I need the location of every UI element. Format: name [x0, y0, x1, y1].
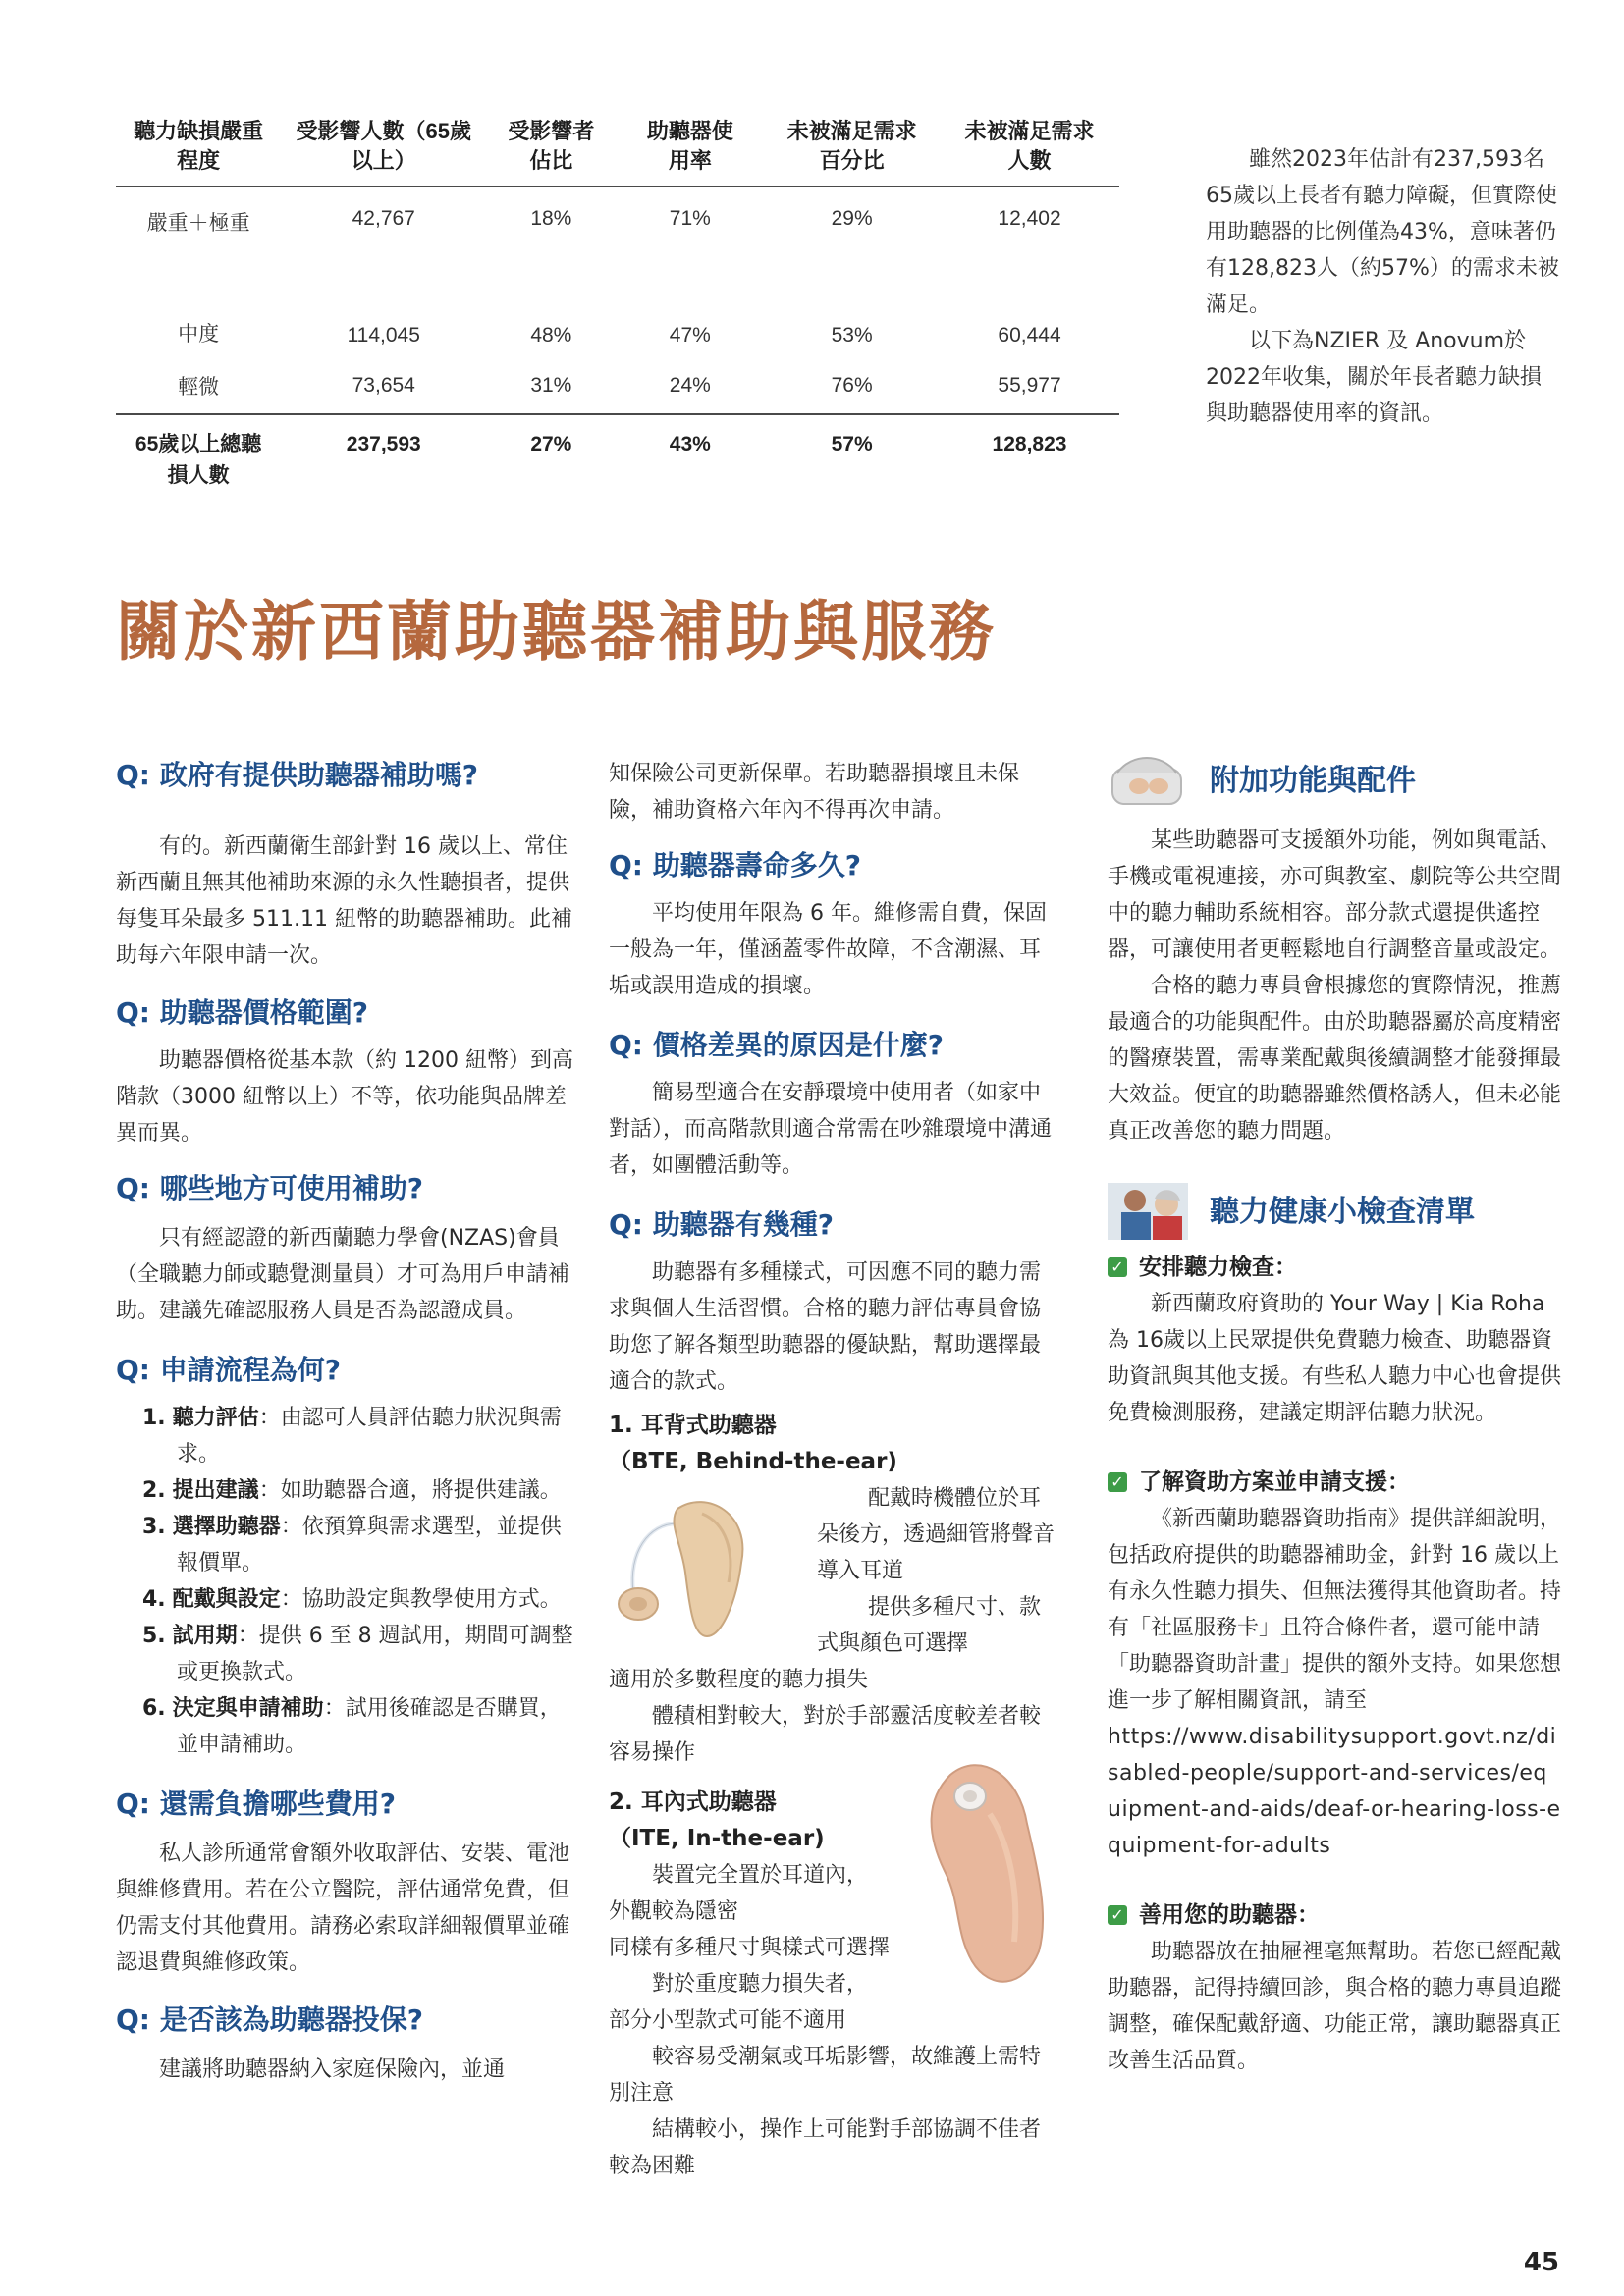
- ite-point: 部分小型款式可能不適用: [609, 2008, 847, 2033]
- hearing-loss-table: [116, 113, 1119, 492]
- step-item: [116, 1472, 575, 1509]
- step-item: [116, 1690, 575, 1763]
- page-number: 45: [1523, 2248, 1559, 2277]
- checklist-title: 安排聽力檢查：: [1139, 1255, 1297, 1280]
- answer-paragraph: 助聽器有多種樣式，可因應不同的聽力需求與個人生活習慣。合格的聽力評估專員會協助您了解各類型助聽器的優缺點，幫助選擇最適合的款式。: [609, 1260, 1042, 1394]
- resource-link[interactable]: https://www.disabilitysupport.govt.nz/disabled-people/support-and-services/equipment-and-aids/deaf-or-hearing-loss-equipment-for-adults: [1108, 1725, 1561, 1858]
- bte-point: 體積相對較大，對於手部靈活度較差者較容易操作: [609, 1704, 1042, 1765]
- table-cell: 嚴重＋極重: [146, 212, 250, 235]
- table-cell: 47%: [669, 324, 711, 347]
- table-cell: 71%: [669, 207, 711, 230]
- table-header: 受影響人數（65歲 以上）: [281, 113, 486, 187]
- note-paragraph: 雖然2023年估計有237,593名65歲以上長者有聽力障礙，但實際使用助聽器的比例僅為43%，意味著仍有128,823人（約57%）的需求未被滿足。: [1206, 147, 1559, 317]
- section-paragraph: 合格的聽力專員會根據您的實際情況，推薦最適合的功能與配件。由於助聽器屬於高度精密的醫療裝置，需專業配戴與後續調整才能發揮最大效益。便宜的助聽器雖然價格誘人，但未必能真正改善您的聽力問題。: [1108, 974, 1562, 1144]
- step-separator: ：: [280, 1587, 302, 1612]
- answer-paragraph: 只有經認證的新西蘭聽力學會(NZAS)會員（全職聽力師或聽覺測量員）才可為用戶申請補助。建議先確認服務人員是否為認證成員。: [116, 1226, 570, 1323]
- table-cell: 114,045: [347, 324, 420, 347]
- bte-hearing-aid-image: [609, 1484, 756, 1641]
- answer-paragraph: 私人診所通常會額外收取評估、安裝、電池與維修費用。若在公立醫院，評估通常免費，但仍需支付其他費用。請務必索取詳細報價單並確認退費與維修政策。: [116, 1842, 570, 1975]
- checklist-title: 善用您的助聽器：: [1139, 1902, 1320, 1928]
- question-heading: Q: 助聽器有幾種?: [609, 1208, 834, 1241]
- table-cell: 65歲以上總聽 損人數: [116, 414, 281, 492]
- question-heading: Q: 政府有提供助聽器補助嗎?: [116, 759, 478, 791]
- question-heading: Q: 助聽器價格範圍?: [116, 996, 368, 1029]
- step-number: 5.: [142, 1624, 166, 1648]
- ite-title: 2. 耳內式助聽器: [609, 1789, 777, 1815]
- table-cell: 24%: [669, 373, 711, 397]
- question-heading: Q: 申請流程為何?: [116, 1354, 341, 1386]
- checkbox-icon: ✓: [1108, 1472, 1127, 1492]
- step-separator: ：: [280, 1515, 302, 1539]
- table-cell: 12,402: [998, 207, 1061, 230]
- ite-point: 同樣有多種尺寸與樣式可選擇: [609, 1936, 891, 1960]
- step-title: 配戴與設定: [172, 1587, 281, 1612]
- checklist-text: 新西蘭政府資助的 Your Way | Kia Roha 為 16歲以上民眾提供免費聽力檢查、助聽器資助資訊與其他支援。有些私人聽力中心也會提供免費檢測服務，建議定期評估聽力狀況。: [1108, 1292, 1562, 1425]
- step-item: [116, 1618, 575, 1690]
- checklist-item: [1108, 1897, 1561, 2079]
- bte-point: 配戴時機體位於耳朵後方，透過細管將聲音導入耳道: [817, 1486, 1056, 1583]
- checklist-title: 了解資助方案並申請支援：: [1139, 1469, 1410, 1495]
- column-middle: [609, 756, 1060, 2184]
- table-header: 未被滿足需求 人數: [940, 113, 1119, 187]
- table-cell: 輕微: [178, 375, 220, 399]
- ite-section: [609, 1785, 1060, 2184]
- table-note: [1206, 141, 1559, 432]
- step-title: 決定與申請補助: [172, 1696, 324, 1721]
- column-right: [1108, 746, 1561, 2079]
- table-cell: 42,767: [352, 207, 415, 230]
- table-header: 助聽器使 用率: [616, 113, 764, 187]
- table-header: 未被滿足需求 百分比: [764, 113, 940, 187]
- step-separator: ：: [258, 1478, 281, 1503]
- table-header: 聽力缺損嚴重 程度: [116, 113, 281, 187]
- bte-section: [609, 1408, 1060, 1771]
- step-separator: ：: [323, 1696, 346, 1721]
- table-cell: 43%: [616, 414, 764, 492]
- checklist-text: 助聽器放在抽屜裡毫無幫助。若您已經配戴助聽器，記得持續回診，與合格的聽力專員追蹤調整，確保配戴舒適、功能正常，讓助聽器真正改善生活品質。: [1108, 1940, 1562, 2073]
- hearing-aid-case-icon: [1108, 751, 1186, 810]
- table-header: 受影響者 佔比: [486, 113, 616, 187]
- hearing-check-photo-icon: [1108, 1183, 1188, 1240]
- page-title: 關於新西蘭助聽器補助與服務: [116, 594, 997, 669]
- answer-paragraph: 建議將助聽器納入家庭保險內，並通: [159, 2057, 506, 2082]
- answer-paragraph: 平均使用年限為 6 年。維修需自費，保固一般為一年，僅涵蓋零件故障，不含潮濕、耳垢或誤用造成的損壞。: [609, 901, 1047, 998]
- step-title: 聽力評估: [172, 1406, 259, 1430]
- application-steps: [116, 1400, 575, 1763]
- ite-point: 較容易受潮氣或耳垢影響，故維護上需特別注意: [609, 2045, 1042, 2106]
- ite-hearing-aid-image: [911, 1755, 1058, 1991]
- step-text: 提供 6 至 8 週試用，期間可調整或更換款式。: [177, 1624, 573, 1684]
- checklist-text: 《新西蘭助聽器資助指南》提供詳細說明，包括政府提供的助聽器補助金，針對 16 歲以上有永久性聽力損失、但無法獲得其他資助者。持有「社區服務卡」且符合條件者，還可能申請「助聽器資助計畫」提供的額外支持。如果您想進一步了解相關資訊，請至: [1108, 1507, 1562, 1713]
- table-cell: 48%: [530, 324, 572, 347]
- table-cell: 237,593: [281, 414, 486, 492]
- section-heading: 聽力健康小檢查清單: [1210, 1194, 1475, 1229]
- checklist-item: [1108, 1250, 1561, 1431]
- step-number: 4.: [142, 1587, 166, 1612]
- step-text: 協助設定與教學使用方式。: [301, 1587, 562, 1612]
- bte-point: 適用於多數程度的聽力損失: [609, 1668, 869, 1692]
- step-item: [116, 1509, 575, 1581]
- table-cell: 128,823: [940, 414, 1119, 492]
- bte-subtitle: （BTE, Behind-the-ear): [609, 1449, 897, 1474]
- step-text: 試用後確認是否購買，並申請補助。: [177, 1696, 562, 1757]
- table-row: [116, 267, 1119, 357]
- table-cell: 73,654: [352, 373, 415, 397]
- step-number: 3.: [142, 1515, 166, 1539]
- step-title: 提出建議: [172, 1478, 259, 1503]
- bte-title: 1. 耳背式助聽器: [609, 1413, 777, 1438]
- step-text: 由認可人員評估聽力狀況與需求。: [177, 1406, 562, 1467]
- question-heading: Q: 哪些地方可使用補助?: [116, 1172, 423, 1204]
- checkbox-icon: ✓: [1108, 1257, 1127, 1277]
- ite-point: 結構較小，操作上可能對手部協調不佳者較為困難: [609, 2117, 1042, 2178]
- step-text: 依預算與需求選型，並提供報價單。: [177, 1515, 562, 1575]
- ite-point: 對於重度聽力損失者，: [652, 1972, 869, 1997]
- question-heading: Q: 價格差異的原因是什麼?: [609, 1029, 944, 1061]
- section-heading: 附加功能與配件: [1210, 763, 1416, 798]
- question-heading: Q: 助聽器壽命多久?: [609, 849, 861, 881]
- table-row: [116, 357, 1119, 414]
- table-cell: 60,444: [998, 324, 1061, 347]
- bte-point: 提供多種尺寸、款式與顏色可選擇: [817, 1595, 1042, 1656]
- answer-paragraph: 助聽器價格從基本款（約 1200 紐幣）到高階款（3000 紐幣以上）不等，依功能與品牌差異而異。: [116, 1048, 573, 1146]
- table-cell: 57%: [764, 414, 940, 492]
- table-row: [116, 187, 1119, 267]
- step-separator: ：: [258, 1406, 281, 1430]
- ite-point: 裝置完全置於耳道內，: [652, 1863, 869, 1888]
- table-total-row: [116, 414, 1119, 492]
- ite-subtitle: （ITE, In-the-ear): [609, 1826, 825, 1851]
- section-paragraph: 某些助聽器可支援額外功能，例如與電話、手機或電視連接，亦可與教室、劇院等公共空間中的聽力輔助系統相容。部分款式還提供遙控器，可讓使用者更輕鬆地自行調整音量或設定。: [1108, 828, 1562, 962]
- answer-paragraph: 知保險公司更新保單。若助聽器損壞且未保險，補助資格六年內不得再次申請。: [609, 762, 1020, 823]
- table-cell: 76%: [831, 373, 873, 397]
- table-cell: 27%: [486, 414, 616, 492]
- question-heading: Q: 是否該為助聽器投保?: [116, 2003, 423, 2036]
- step-number: 1.: [142, 1406, 166, 1430]
- step-separator: ：: [237, 1624, 259, 1648]
- checklist-heading: [1108, 1177, 1561, 1246]
- step-title: 選擇助聽器: [172, 1515, 281, 1539]
- step-item: [116, 1400, 575, 1472]
- step-item: [116, 1581, 575, 1618]
- accessories-heading: [1108, 746, 1561, 815]
- column-left: [116, 756, 575, 2088]
- checkbox-icon: ✓: [1108, 1905, 1127, 1925]
- ite-point: 外觀較為隱密: [609, 1899, 739, 1924]
- table-cell: 55,977: [998, 373, 1061, 397]
- answer-paragraph: 有的。新西蘭衛生部針對 16 歲以上、常住新西蘭且無其他補助來源的永久性聽損者，提供每隻耳朵最多 511.11 紐幣的助聽器補助。此補助每六年限申請一次。: [116, 834, 572, 968]
- question-heading: Q: 還需負擔哪些費用?: [116, 1788, 396, 1820]
- step-number: 6.: [142, 1696, 166, 1721]
- table-cell: 中度: [178, 323, 220, 346]
- table-cell: 18%: [530, 207, 572, 230]
- step-number: 2.: [142, 1478, 166, 1503]
- step-title: 試用期: [172, 1624, 238, 1648]
- answer-paragraph: 簡易型適合在安靜環境中使用者（如家中對話），而高階款則適合常需在吵雜環境中溝通者，如團體活動等。: [609, 1081, 1053, 1178]
- note-paragraph: 以下為NZIER 及 Anovum於2022年收集，關於年長者聽力缺損與助聽器使用率的資訊。: [1206, 329, 1542, 426]
- checklist-item: [1108, 1465, 1561, 1864]
- table-cell: 53%: [831, 324, 873, 347]
- step-text: 如助聽器合適，將提供建議。: [280, 1478, 562, 1503]
- table-cell: 29%: [831, 207, 873, 230]
- table-cell: 31%: [530, 373, 572, 397]
